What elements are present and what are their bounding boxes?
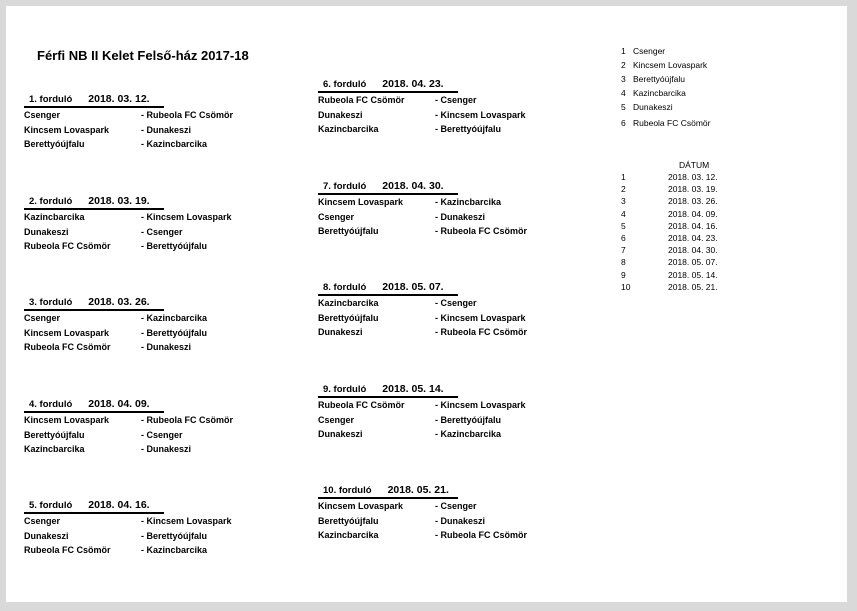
home-team: Kazincbarcika xyxy=(318,530,379,540)
match-row xyxy=(24,514,254,529)
date-row xyxy=(621,220,741,232)
round-date: 2018. 04. 23. xyxy=(382,78,444,90)
home-team: Kincsem Lovaspark xyxy=(24,327,110,338)
match-row xyxy=(318,108,548,123)
round-label: 7. forduló xyxy=(323,181,367,192)
away-team: - Kincsem Lovaspark xyxy=(141,516,232,526)
round-label: 9. forduló xyxy=(323,384,367,395)
round-date: 2018. 03. 26. xyxy=(88,296,150,308)
away-team: - Kazincbarcika xyxy=(141,313,208,323)
away-team: - Rubeola FC Csömör xyxy=(141,110,234,120)
home-team: Csenger xyxy=(24,110,61,120)
date-list-header xyxy=(621,159,741,171)
match-row xyxy=(24,225,254,240)
team-number: 6 xyxy=(621,118,626,128)
date-number: 2 xyxy=(621,184,626,195)
date-row xyxy=(621,183,741,195)
team-number: 4 xyxy=(621,88,626,98)
home-team: Csenger xyxy=(318,211,355,222)
team-name: Kazincbarcika xyxy=(633,88,686,98)
home-team: Dunakeszi xyxy=(318,429,363,439)
round-header xyxy=(318,77,458,93)
team-name: Dunakeszi xyxy=(633,102,673,112)
date-list-header-label: DÁTUM xyxy=(679,160,710,170)
date-number: 8 xyxy=(621,257,626,268)
match-row xyxy=(318,296,548,311)
round-label: 4. forduló xyxy=(29,399,73,410)
round-block xyxy=(318,179,548,239)
home-team: Dunakeszi xyxy=(318,109,363,120)
match-row xyxy=(24,326,254,341)
home-team: Berettyóújfalu xyxy=(318,312,379,323)
home-team: Kazincbarcika xyxy=(24,212,85,222)
round-block xyxy=(318,77,548,137)
home-team: Csenger xyxy=(318,414,355,425)
round-block xyxy=(24,397,254,457)
away-team: - Kazincbarcika xyxy=(435,197,502,207)
home-team: Dunakeszi xyxy=(24,530,69,541)
round-date: 2018. 03. 19. xyxy=(88,195,150,207)
home-team: Kincsem Lovaspark xyxy=(318,197,404,207)
home-team: Berettyóújfalu xyxy=(24,139,85,149)
date-row xyxy=(621,232,741,244)
round-label: 10. forduló xyxy=(323,485,372,496)
away-team: - Kincsem Lovaspark xyxy=(435,109,526,120)
match-row xyxy=(318,311,548,326)
home-team: Dunakeszi xyxy=(24,226,69,237)
date-value: 2018. 05. 21. xyxy=(668,281,718,292)
team-name: Berettyóújfalu xyxy=(633,74,685,84)
away-team: - Berettyóújfalu xyxy=(435,414,502,425)
away-team: - Dunakeszi xyxy=(141,444,192,454)
round-date: 2018. 05. 07. xyxy=(382,281,444,293)
match-row xyxy=(24,311,254,326)
schedule-sheet xyxy=(6,6,847,602)
home-team: Kazincbarcika xyxy=(318,298,379,308)
page-title: Férfi NB II Kelet Felső-ház 2017-18 xyxy=(37,48,249,63)
round-date: 2018. 04. 30. xyxy=(382,180,444,192)
away-team: - Dunakeszi xyxy=(435,211,486,222)
home-team: Dunakeszi xyxy=(318,327,363,337)
match-row xyxy=(318,224,548,239)
date-row xyxy=(621,244,741,256)
round-date: 2018. 04. 16. xyxy=(88,499,150,511)
round-header xyxy=(318,382,458,398)
date-row xyxy=(621,269,741,281)
date-value: 2018. 05. 07. xyxy=(668,257,718,268)
round-header xyxy=(318,280,458,296)
away-team: - Rubeola FC Csömör xyxy=(435,327,528,337)
match-row xyxy=(24,428,254,443)
away-team: - Rubeola FC Csömör xyxy=(435,226,528,236)
match-row xyxy=(24,413,254,428)
round-date: 2018. 05. 14. xyxy=(382,383,444,395)
away-team: - Kincsem Lovaspark xyxy=(435,312,526,323)
round-block xyxy=(24,498,254,558)
date-number: 7 xyxy=(621,245,626,256)
match-row xyxy=(318,528,548,543)
away-team: - Dunakeszi xyxy=(435,515,486,526)
round-header xyxy=(24,92,164,108)
match-row xyxy=(24,137,254,152)
home-team: Berettyóújfalu xyxy=(318,226,379,236)
round-block xyxy=(24,295,254,355)
date-value: 2018. 04. 16. xyxy=(668,220,718,231)
date-number: 5 xyxy=(621,220,626,231)
home-team: Rubeola FC Csömör xyxy=(24,342,111,352)
home-team: Kincsem Lovaspark xyxy=(24,415,110,425)
date-value: 2018. 04. 09. xyxy=(668,208,718,219)
away-team: - Kincsem Lovaspark xyxy=(141,212,232,222)
away-team: - Kazincbarcika xyxy=(141,139,208,149)
away-team: - Kazincbarcika xyxy=(141,545,208,555)
date-value: 2018. 05. 14. xyxy=(668,269,718,280)
match-row xyxy=(318,499,548,514)
date-row xyxy=(621,171,741,183)
round-header xyxy=(24,397,164,413)
round-header xyxy=(24,194,164,210)
home-team: Rubeola FC Csömör xyxy=(318,400,405,410)
away-team: - Dunakeszi xyxy=(141,124,192,135)
team-name: Rubeola FC Csömör xyxy=(633,118,711,128)
match-row xyxy=(24,239,254,254)
match-row xyxy=(318,195,548,210)
match-row xyxy=(318,325,548,340)
home-team: Kazincbarcika xyxy=(24,444,85,454)
date-value: 2018. 03. 26. xyxy=(668,196,718,207)
away-team: - Csenger xyxy=(435,298,477,308)
home-team: Rubeola FC Csömör xyxy=(24,545,111,555)
date-rows xyxy=(621,171,741,293)
round-block xyxy=(318,382,548,442)
round-label: 1. forduló xyxy=(29,94,73,105)
date-number: 3 xyxy=(621,196,626,207)
round-date: 2018. 03. 12. xyxy=(88,93,150,105)
team-number: 1 xyxy=(621,46,626,56)
round-label: 2. forduló xyxy=(29,196,73,207)
round-header xyxy=(318,483,458,499)
away-team: - Berettyóújfalu xyxy=(435,124,502,134)
team-number: 5 xyxy=(621,102,626,112)
round-label: 8. forduló xyxy=(323,282,367,293)
team-number: 2 xyxy=(621,60,626,70)
date-number: 4 xyxy=(621,208,626,219)
team-number: 3 xyxy=(621,74,626,84)
date-value: 2018. 04. 23. xyxy=(668,232,718,243)
date-value: 2018. 03. 19. xyxy=(668,184,718,195)
away-team: - Csenger xyxy=(141,226,183,237)
round-block xyxy=(318,280,548,340)
home-team: Kazincbarcika xyxy=(318,124,379,134)
home-team: Csenger xyxy=(24,516,61,526)
date-row xyxy=(621,208,741,220)
home-team: Berettyóújfalu xyxy=(24,429,85,440)
match-row xyxy=(318,427,548,442)
date-number: 10 xyxy=(621,281,631,292)
home-team: Berettyóújfalu xyxy=(318,515,379,526)
match-row xyxy=(318,413,548,428)
date-list xyxy=(621,159,741,293)
match-row xyxy=(24,442,254,457)
home-team: Kincsem Lovaspark xyxy=(318,501,404,511)
match-row xyxy=(24,340,254,355)
round-header xyxy=(24,295,164,311)
date-value: 2018. 04. 30. xyxy=(668,245,718,256)
home-team: Rubeola FC Csömör xyxy=(24,241,111,251)
round-label: 5. forduló xyxy=(29,500,73,511)
match-row xyxy=(318,122,548,137)
match-row xyxy=(318,93,548,108)
match-row xyxy=(24,210,254,225)
round-label: 3. forduló xyxy=(29,297,73,308)
date-row xyxy=(621,195,741,207)
home-team: Csenger xyxy=(24,313,61,323)
away-team: - Kincsem Lovaspark xyxy=(435,400,526,410)
home-team: Rubeola FC Csömör xyxy=(318,95,405,105)
team-name: Csenger xyxy=(633,46,666,56)
away-team: - Dunakeszi xyxy=(141,342,192,352)
date-number: 6 xyxy=(621,232,626,243)
away-team: - Csenger xyxy=(435,501,477,511)
round-date: 2018. 05. 21. xyxy=(387,484,449,496)
match-row xyxy=(318,210,548,225)
date-value: 2018. 03. 12. xyxy=(668,172,718,182)
team-name: Kincsem Lovaspark xyxy=(633,60,708,70)
match-row xyxy=(24,529,254,544)
round-header xyxy=(24,498,164,514)
away-team: - Berettyóújfalu xyxy=(141,327,208,338)
date-row xyxy=(621,256,741,268)
date-row xyxy=(621,281,741,293)
match-row xyxy=(318,398,548,413)
away-team: - Csenger xyxy=(141,429,183,440)
match-row xyxy=(24,543,254,558)
match-row xyxy=(24,123,254,138)
away-team: - Csenger xyxy=(435,95,477,105)
round-label: 6. forduló xyxy=(323,79,367,90)
away-team: - Kazincbarcika xyxy=(435,429,502,439)
away-team: - Rubeola FC Csömör xyxy=(141,415,234,425)
round-date: 2018. 04. 09. xyxy=(88,398,150,410)
away-team: - Berettyóújfalu xyxy=(141,241,208,251)
match-row xyxy=(24,108,254,123)
away-team: - Berettyóújfalu xyxy=(141,530,208,541)
home-team: Kincsem Lovaspark xyxy=(24,124,110,135)
away-team: - Rubeola FC Csömör xyxy=(435,530,528,540)
date-number: 1 xyxy=(621,172,626,182)
round-block xyxy=(24,194,254,254)
match-row xyxy=(318,514,548,529)
round-block xyxy=(24,92,254,152)
date-number: 9 xyxy=(621,269,626,280)
round-header xyxy=(318,179,458,195)
round-block xyxy=(318,483,548,543)
